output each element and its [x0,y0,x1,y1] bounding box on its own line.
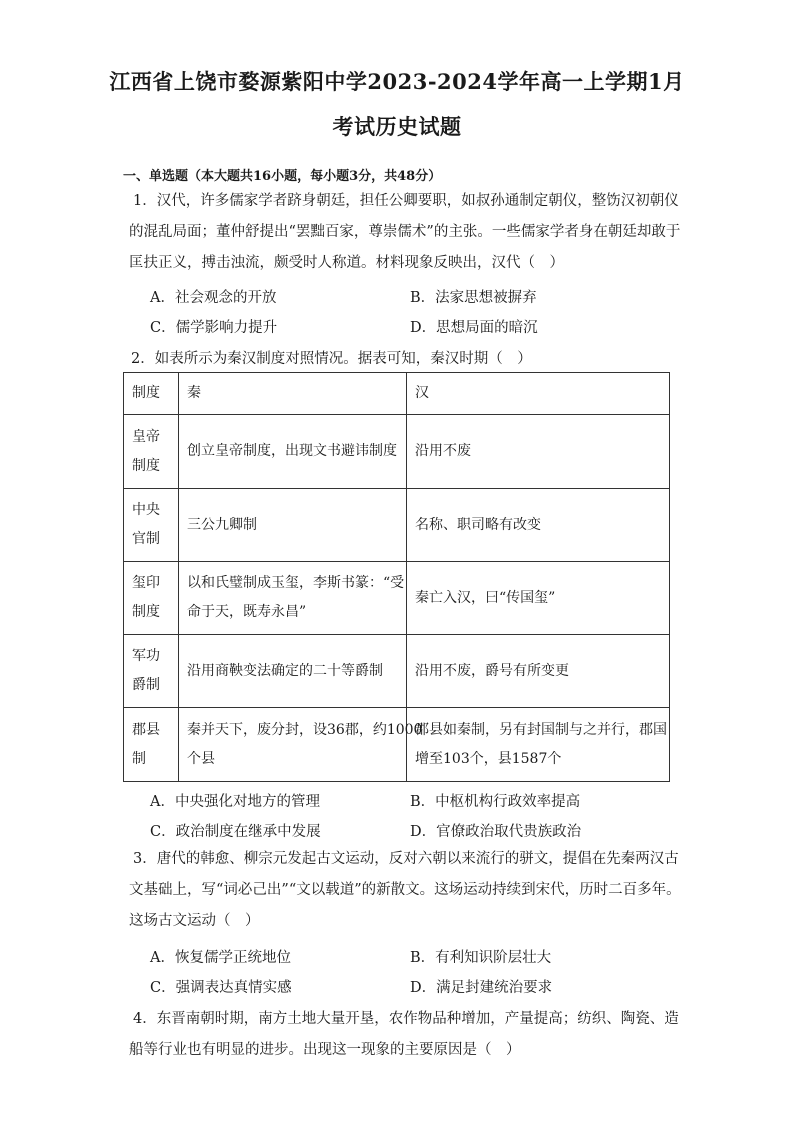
question-4-stem [129,1004,679,1066]
q3-option-a[interactable]: A．恢复儒学正统地位 [150,950,291,966]
table-header-cell: 秦 [179,373,407,415]
table-cell-han: 秦亡入汉，曰“传国玺” [407,562,670,635]
q3-line-3: 这场古文运动（ ） [129,913,260,929]
q3-option-b[interactable]: B．有利知识阶层壮大 [410,950,552,966]
q1-line-3: 匡扶正义，搏击浊流，颇受时人称道。材料现象反映出，汉代（ ） [129,255,564,271]
table-row [124,489,670,562]
exam-title-line2: 考试历史试题 [332,114,462,139]
q1-line-1: 1．汉代，许多儒家学者跻身朝廷，担任公卿要职，如叔孙通制定朝仪，整饬汉初朝仪 [133,193,679,209]
table-cell-han: 郡县如秦制，另有封国制与之并行，郡国 增至103个，县1587个 [407,708,670,782]
question-3-stem [129,844,681,937]
table-cell-qin: 以和氏璧制成玉玺，李斯书篆：“受 命于天，既寿永昌” [179,562,407,635]
table-cell-qin: 沿用商鞅变法确定的二十等爵制 [179,635,407,708]
exam-title-line1: 江西省上饶市婺源紫阳中学2023-2024学年高一上学期1月 [109,69,685,94]
q2-option-b[interactable]: B．中枢机构行政效率提高 [410,794,581,810]
q3-option-c[interactable]: C．强调表达真情实感 [150,980,292,996]
q1-option-d[interactable]: D．思想局面的暗沉 [410,320,538,336]
table-cell-qin: 秦并天下，废分封，设36郡，约1000 个县 [179,708,407,782]
table-cell-han: 沿用不废 [407,415,670,489]
q2-option-d[interactable]: D．官僚政治取代贵族政治 [410,824,582,840]
question-1-stem [129,186,681,279]
table-header-row [124,373,670,415]
table-header-cell: 汉 [407,373,670,415]
table-row [124,415,670,489]
table-cell-name: 军功 爵制 [124,635,179,708]
table-row [124,562,670,635]
q1-option-c[interactable]: C．儒学影响力提升 [150,320,278,336]
question-2-stem: 2．如表所示为秦汉制度对照情况。据表可知，秦汉时期（ ） [131,351,532,367]
table-row [124,708,670,782]
q3-line-2: 文基础上，写“词必己出”“文以载道”的新散文。这场运动持续到宋代，历时二百多年。 [129,882,681,898]
q4-line-2: 船等行业也有明显的进步。出现这一现象的主要原因是（ ） [129,1042,521,1058]
table-cell-name: 郡县 制 [124,708,179,782]
table-row [124,635,670,708]
table-cell-qin: 创立皇帝制度，出现文书避讳制度 [179,415,407,489]
q1-option-b[interactable]: B．法家思想被摒弃 [410,290,537,306]
q3-line-1: 3．唐代的韩愈、柳宗元发起古文运动，反对六朝以来流行的骈文，提倡在先秦两汉古 [133,851,679,867]
q2-option-c[interactable]: C．政治制度在继承中发展 [150,824,321,840]
table-cell-qin: 三公九卿制 [179,489,407,562]
table-cell-name: 皇帝 制度 [124,415,179,489]
table-cell-han: 沿用不废，爵号有所变更 [407,635,670,708]
table-header-cell: 制度 [124,373,179,415]
section-heading: 一、单选题（本大题共16小题，每小题3分，共48分） [123,169,442,184]
table-cell-name: 玺印 制度 [124,562,179,635]
q4-line-1: 4．东晋南朝时期，南方土地大量开垦，农作物品种增加，产量提高；纺织、陶瓷、造 [133,1011,679,1027]
q1-line-2: 的混乱局面；董仲舒提出“罢黜百家，尊崇儒术”的主张。一些儒家学者身在朝廷却敢于 [129,224,681,240]
q1-option-a[interactable]: A．社会观念的开放 [150,290,277,306]
table-cell-name: 中央 官制 [124,489,179,562]
comparison-table [123,372,670,782]
q3-option-d[interactable]: D．满足封建统治要求 [410,980,553,996]
table-cell-han: 名称、职司略有改变 [407,489,670,562]
q2-option-a[interactable]: A．中央强化对地方的管理 [150,794,320,810]
